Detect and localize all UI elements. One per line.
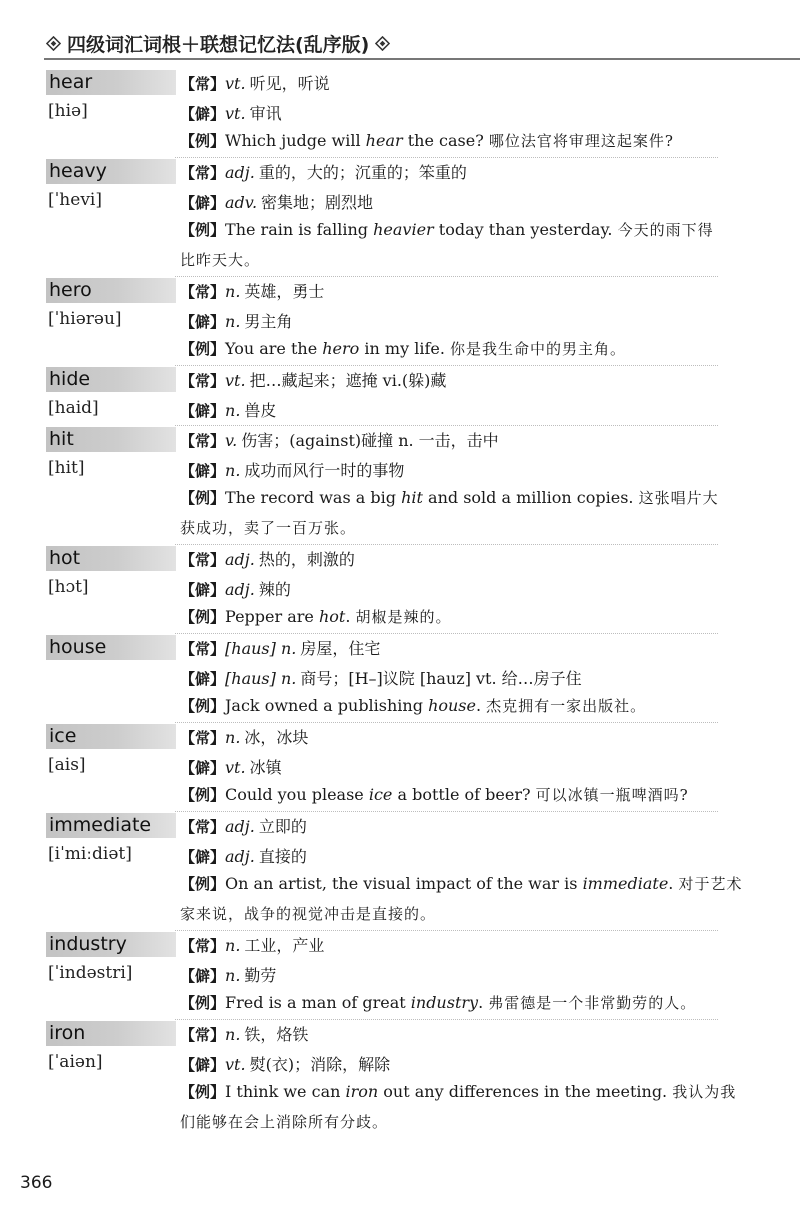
example-translation-continued: 家来说，战争的视觉冲击是直接的。 <box>180 904 437 923</box>
headword: hot <box>46 546 176 571</box>
example-highlight: house <box>428 696 476 715</box>
meaning-text: 直接的 <box>258 846 307 866</box>
page-header <box>0 0 800 62</box>
phonetic: [ˈaiən] <box>48 1051 103 1072</box>
part-of-speech: adj. <box>225 817 255 836</box>
rare-meaning-line <box>180 577 291 600</box>
tag-rare: 【僻】 <box>180 966 226 985</box>
common-meaning-line <box>180 428 499 451</box>
tag-rare: 【僻】 <box>180 104 226 123</box>
common-meaning-line <box>180 933 324 956</box>
tag-example: 【例】 <box>180 1083 226 1101</box>
part-of-speech: adj. <box>225 550 255 569</box>
phonetic: [iˈmiːdiət] <box>48 843 132 864</box>
rare-meaning-line <box>180 844 307 867</box>
example-translation-continued: 获成功，卖了一百万张。 <box>180 518 357 537</box>
tag-common: 【常】 <box>180 937 226 955</box>
meaning-text: 铁，烙铁 <box>244 1025 309 1044</box>
diamond-left-icon <box>46 36 61 51</box>
entry-divider <box>175 544 718 545</box>
tag-rare: 【僻】 <box>180 758 226 777</box>
example-translation: 哪位法官将审理这起案件? <box>488 132 674 150</box>
headword: house <box>46 635 176 660</box>
rare-meaning-line <box>180 458 404 481</box>
tag-rare: 【僻】 <box>180 461 226 480</box>
tag-common: 【常】 <box>180 729 226 747</box>
rare-meaning-line <box>180 309 292 332</box>
part-of-speech: n. <box>225 965 241 985</box>
rare-meaning-line <box>180 190 373 213</box>
entry-divider <box>175 633 718 634</box>
example-text: On an artist, the visual impact of the war is <box>225 874 583 893</box>
header-title-row <box>46 30 390 57</box>
entry-divider <box>175 722 718 723</box>
page-number: 366 <box>20 1173 53 1193</box>
example-text: . <box>475 696 487 715</box>
common-meaning-line <box>180 368 446 391</box>
common-meaning-line <box>180 725 308 748</box>
meaning-text: 房屋，住宅 <box>300 639 381 658</box>
phonetic: [haid] <box>48 397 99 418</box>
headword: hit <box>46 427 176 452</box>
tag-common: 【常】 <box>180 640 226 658</box>
tag-common: 【常】 <box>180 1026 226 1044</box>
meaning-text: 重的，大的；沉重的；笨重的 <box>258 163 467 182</box>
headword: immediate <box>46 813 176 838</box>
tag-common: 【常】 <box>180 372 226 390</box>
example-highlight: ice <box>368 785 393 804</box>
part-of-speech: n. <box>225 282 241 301</box>
example-line <box>180 1081 736 1102</box>
example-highlight: hot <box>318 607 346 626</box>
example-line <box>180 784 689 805</box>
example-text: Could you please <box>225 785 369 804</box>
tag-rare: 【僻】 <box>180 669 226 688</box>
tag-common: 【常】 <box>180 432 226 450</box>
tag-example: 【例】 <box>180 994 226 1012</box>
meaning-text: 把…藏起来；遮掩 vi.(躲)藏 <box>249 371 447 390</box>
phonetic: [hit] <box>48 457 85 478</box>
example-highlight: industry <box>410 993 479 1012</box>
example-highlight: hero <box>322 339 360 358</box>
meaning-text: 男主角 <box>244 311 293 331</box>
tag-common: 【常】 <box>180 818 226 836</box>
meaning-text: 立即的 <box>258 817 307 836</box>
entry-divider <box>175 157 718 158</box>
headword: heavy <box>46 159 176 184</box>
tag-example: 【例】 <box>180 875 226 893</box>
rare-meaning-line <box>180 101 282 124</box>
example-translation: 今天的雨下得 <box>617 221 714 239</box>
headword: ice <box>46 724 176 749</box>
tag-rare: 【僻】 <box>180 580 226 599</box>
headword: industry <box>46 932 176 957</box>
entry-divider <box>175 365 718 366</box>
part-of-speech: adj. <box>225 846 255 866</box>
tag-rare: 【僻】 <box>180 312 226 331</box>
example-text: . <box>478 993 489 1012</box>
entry-divider <box>175 1019 718 1020</box>
example-text: the case? <box>402 131 489 150</box>
example-translation-continued: 们能够在会上消除所有分歧。 <box>180 1112 389 1131</box>
example-text: and sold a million copies. <box>422 488 639 507</box>
meaning-text: 成功而风行一时的事物 <box>244 460 405 480</box>
example-line <box>180 219 714 240</box>
example-text: Fred is a man of great <box>225 993 411 1012</box>
diamond-right-icon <box>375 36 390 51</box>
example-line <box>180 873 742 894</box>
part-of-speech: adj. <box>225 579 255 599</box>
example-text: out any differences in the meeting. <box>378 1082 673 1101</box>
part-of-speech: n. <box>225 728 241 747</box>
tag-example: 【例】 <box>180 697 226 715</box>
common-meaning-line <box>180 279 324 302</box>
part-of-speech: v. <box>225 431 238 450</box>
entry-divider <box>175 930 718 931</box>
phonetic: [ˈhiərəu] <box>48 308 122 329</box>
example-translation: 弗雷德是一个非常勤劳的人。 <box>488 994 697 1012</box>
example-text: . <box>668 874 679 893</box>
example-text: Pepper are <box>225 607 319 626</box>
example-text: Jack owned a publishing <box>225 696 429 715</box>
tag-example: 【例】 <box>180 608 226 626</box>
example-text: You are the <box>225 339 323 358</box>
header-title: 四级词汇词根＋联想记忆法(乱序版) <box>67 34 370 56</box>
meaning-text: 冰，冰块 <box>244 728 309 747</box>
meaning-text: 审讯 <box>249 103 282 123</box>
example-highlight: hit <box>401 488 423 507</box>
example-text: today than yesterday. <box>433 220 618 239</box>
meaning-text: 伤害；(against)碰撞 n. 一击，击中 <box>241 431 499 450</box>
common-meaning-line <box>180 547 355 570</box>
example-translation: 可以冰镇一瓶啤酒吗? <box>535 786 689 804</box>
rare-meaning-line <box>180 755 282 778</box>
tag-rare: 【僻】 <box>180 1055 226 1074</box>
tag-example: 【例】 <box>180 786 226 804</box>
meaning-text: 勤劳 <box>244 965 277 985</box>
tag-common: 【常】 <box>180 283 226 301</box>
meaning-text: 热的，刺激的 <box>258 550 355 569</box>
tag-rare: 【僻】 <box>180 847 226 866</box>
meaning-text: 辣的 <box>258 579 291 599</box>
part-of-speech: vt. <box>225 371 246 390</box>
common-meaning-line <box>180 160 467 183</box>
example-translation: 这张唱片大 <box>638 489 719 507</box>
meaning-text: 英雄，勇士 <box>244 282 325 301</box>
example-line <box>180 695 646 716</box>
part-of-speech: vt. <box>225 757 246 777</box>
example-translation: 我认为我 <box>672 1083 737 1101</box>
tag-common: 【常】 <box>180 164 226 182</box>
example-text: The rain is falling <box>225 220 374 239</box>
part-of-speech: n. <box>225 311 241 331</box>
tag-common: 【常】 <box>180 551 226 569</box>
part-of-speech: n. <box>225 400 241 420</box>
part-of-speech: n. <box>225 460 241 480</box>
example-translation: 杰克拥有一家出版社。 <box>486 697 647 715</box>
example-line <box>180 130 674 151</box>
tag-example: 【例】 <box>180 132 226 150</box>
meaning-text: 商号；[H–]议院 [hauz] vt. 给…房子住 <box>300 668 582 688</box>
example-text: in my life. <box>359 339 450 358</box>
meaning-text: 听见，听说 <box>249 74 330 93</box>
entry-divider <box>175 425 718 426</box>
tag-common: 【常】 <box>180 75 226 93</box>
example-line <box>180 487 719 508</box>
example-translation: 对于艺术 <box>678 875 743 893</box>
part-of-speech: vt. <box>225 74 246 93</box>
header-rule <box>44 58 800 60</box>
example-text: . <box>345 607 356 626</box>
meaning-text: 冰镇 <box>249 757 282 777</box>
tag-example: 【例】 <box>180 221 226 239</box>
entry-divider <box>175 811 718 812</box>
example-highlight: iron <box>345 1082 379 1101</box>
rare-meaning-line <box>180 398 276 421</box>
tag-example: 【例】 <box>180 489 226 507</box>
tag-example: 【例】 <box>180 340 226 358</box>
headword: iron <box>46 1021 176 1046</box>
part-of-speech: vt. <box>225 1054 246 1074</box>
phonetic: [hɔt] <box>48 576 89 597</box>
tag-rare: 【僻】 <box>180 193 226 212</box>
common-meaning-line <box>180 636 380 659</box>
part-of-speech: [haus] n. <box>225 639 297 658</box>
phonetic: [ais] <box>48 754 86 775</box>
headword: hero <box>46 278 176 303</box>
example-text: I think we can <box>225 1082 346 1101</box>
headword: hear <box>46 70 176 95</box>
example-text: a bottle of beer? <box>392 785 536 804</box>
example-line <box>180 992 696 1013</box>
example-text: Which judge will <box>225 131 366 150</box>
example-highlight: hear <box>365 131 403 150</box>
phonetic: [ˈindəstri] <box>48 962 133 983</box>
meaning-text: 密集地；剧烈地 <box>261 192 374 212</box>
example-line <box>180 338 626 359</box>
tag-rare: 【僻】 <box>180 401 226 420</box>
meaning-text: 兽皮 <box>244 400 277 420</box>
rare-meaning-line <box>180 666 582 689</box>
example-translation-continued: 比昨天大。 <box>180 250 261 269</box>
meaning-text: 工业，产业 <box>244 936 325 955</box>
part-of-speech: [haus] n. <box>225 668 297 688</box>
entry-divider <box>175 276 718 277</box>
part-of-speech: n. <box>225 936 241 955</box>
phonetic: [hiə] <box>48 100 88 121</box>
part-of-speech: adv. <box>225 192 258 212</box>
headword: hide <box>46 367 176 392</box>
phonetic: [ˈhevi] <box>48 189 102 210</box>
example-text: The record was a big <box>225 488 402 507</box>
example-translation: 胡椒是辣的。 <box>355 608 452 626</box>
rare-meaning-line <box>180 963 276 986</box>
part-of-speech: adj. <box>225 163 255 182</box>
example-translation: 你是我生命中的男主角。 <box>450 340 627 358</box>
common-meaning-line <box>180 71 330 94</box>
example-highlight: immediate <box>582 874 669 893</box>
rare-meaning-line <box>180 1052 390 1075</box>
common-meaning-line <box>180 814 307 837</box>
part-of-speech: vt. <box>225 103 246 123</box>
example-highlight: heavier <box>373 220 434 239</box>
part-of-speech: n. <box>225 1025 241 1044</box>
common-meaning-line <box>180 1022 308 1045</box>
example-line <box>180 606 452 627</box>
meaning-text: 熨(衣)；消除，解除 <box>249 1054 391 1074</box>
